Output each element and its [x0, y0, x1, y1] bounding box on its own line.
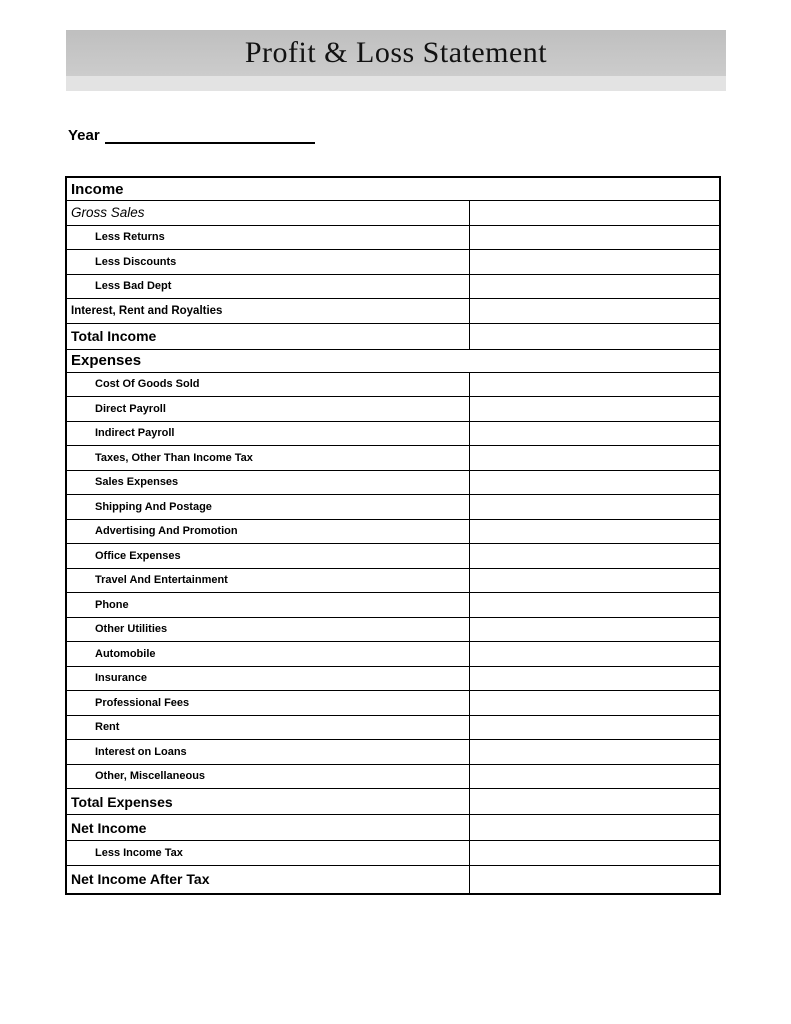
table-row: [67, 691, 719, 716]
row-label: Less Discounts: [95, 255, 177, 268]
row-value-cell: [469, 740, 719, 764]
row-value-cell: [469, 324, 719, 349]
row-value-cell: [469, 201, 719, 225]
row-label: Total Expenses: [71, 793, 173, 810]
year-row: [68, 127, 315, 144]
row-value-cell: [469, 691, 719, 715]
row-value-cell: [469, 544, 719, 568]
table-row: [67, 422, 719, 447]
table-row: [67, 178, 719, 201]
table-row: [67, 324, 719, 350]
row-label: Less Bad Dept: [95, 280, 172, 293]
year-blank-line: [105, 127, 315, 144]
row-value-cell: [469, 716, 719, 740]
row-value-cell: [469, 446, 719, 470]
table-row: [67, 446, 719, 471]
table-row: [67, 226, 719, 251]
table-row: [67, 866, 719, 894]
row-value-cell: [469, 667, 719, 691]
row-label: Phone: [95, 598, 129, 611]
row-label: Other, Miscellaneous: [95, 770, 206, 783]
row-value-cell: [469, 397, 719, 421]
table-row: [67, 397, 719, 422]
table-row: [67, 299, 719, 324]
row-value-cell: [469, 841, 719, 865]
row-label: Cost Of Goods Sold: [95, 378, 200, 391]
row-label: Gross Sales: [71, 205, 145, 221]
row-value-cell: [469, 471, 719, 495]
row-label: Taxes, Other Than Income Tax: [95, 451, 253, 464]
table-row: [67, 667, 719, 692]
row-label: Sales Expenses: [95, 476, 179, 489]
row-label: Indirect Payroll: [95, 427, 175, 440]
table-row: [67, 350, 719, 373]
table-row: [67, 618, 719, 643]
table-row: [67, 841, 719, 866]
pl-table: [65, 176, 721, 895]
row-label: Office Expenses: [95, 549, 181, 562]
row-label: Advertising And Promotion: [95, 525, 238, 538]
row-value-cell: [469, 593, 719, 617]
row-label: Travel And Entertainment: [95, 574, 228, 587]
row-label: Net Income: [71, 819, 147, 836]
row-label: Rent: [95, 721, 120, 734]
page-title: Profit & Loss Statement: [244, 36, 548, 69]
row-label: Less Income Tax: [95, 846, 183, 859]
row-label: Other Utilities: [95, 623, 168, 636]
table-row: [67, 201, 719, 226]
table-row: [67, 250, 719, 275]
row-label: Shipping And Postage: [95, 500, 212, 513]
title-banner-shadow: [66, 76, 726, 91]
row-value-cell: [469, 569, 719, 593]
table-row: [67, 765, 719, 790]
row-value-cell: [469, 250, 719, 274]
row-value-cell: [469, 642, 719, 666]
row-label: Income: [71, 180, 124, 198]
row-value-cell: [469, 618, 719, 642]
table-row: [67, 495, 719, 520]
row-label: Expenses: [71, 352, 142, 369]
table-row: [67, 373, 719, 398]
row-label: Automobile: [95, 647, 156, 660]
table-row: [67, 520, 719, 545]
row-value-cell: [469, 422, 719, 446]
table-row: [67, 593, 719, 618]
row-label: Interest on Loans: [95, 745, 187, 758]
title-banner: [66, 30, 726, 76]
table-row: [67, 471, 719, 496]
row-value-cell: [469, 789, 719, 814]
row-value-cell: [469, 495, 719, 519]
row-value-cell: [469, 299, 719, 323]
row-label: Professional Fees: [95, 696, 190, 709]
table-row: [67, 275, 719, 300]
year-label: Year: [68, 127, 100, 144]
table-row: [67, 789, 719, 815]
row-label: Less Returns: [95, 231, 165, 244]
row-value-cell: [469, 275, 719, 299]
row-value-cell: [469, 866, 719, 894]
row-value-cell: [469, 226, 719, 250]
table-row: [67, 815, 719, 841]
row-label: Total Income: [71, 328, 157, 344]
row-value-cell: [469, 520, 719, 544]
row-label: Direct Payroll: [95, 402, 166, 415]
table-row: [67, 740, 719, 765]
table-row: [67, 642, 719, 667]
table-row: [67, 569, 719, 594]
row-label: Insurance: [95, 672, 147, 685]
table-row: [67, 716, 719, 741]
table-row: [67, 544, 719, 569]
row-label: Net Income After Tax: [71, 871, 210, 888]
row-value-cell: [469, 815, 719, 840]
row-label: Interest, Rent and Royalties: [71, 304, 223, 317]
row-value-cell: [469, 373, 719, 397]
row-value-cell: [469, 765, 719, 789]
